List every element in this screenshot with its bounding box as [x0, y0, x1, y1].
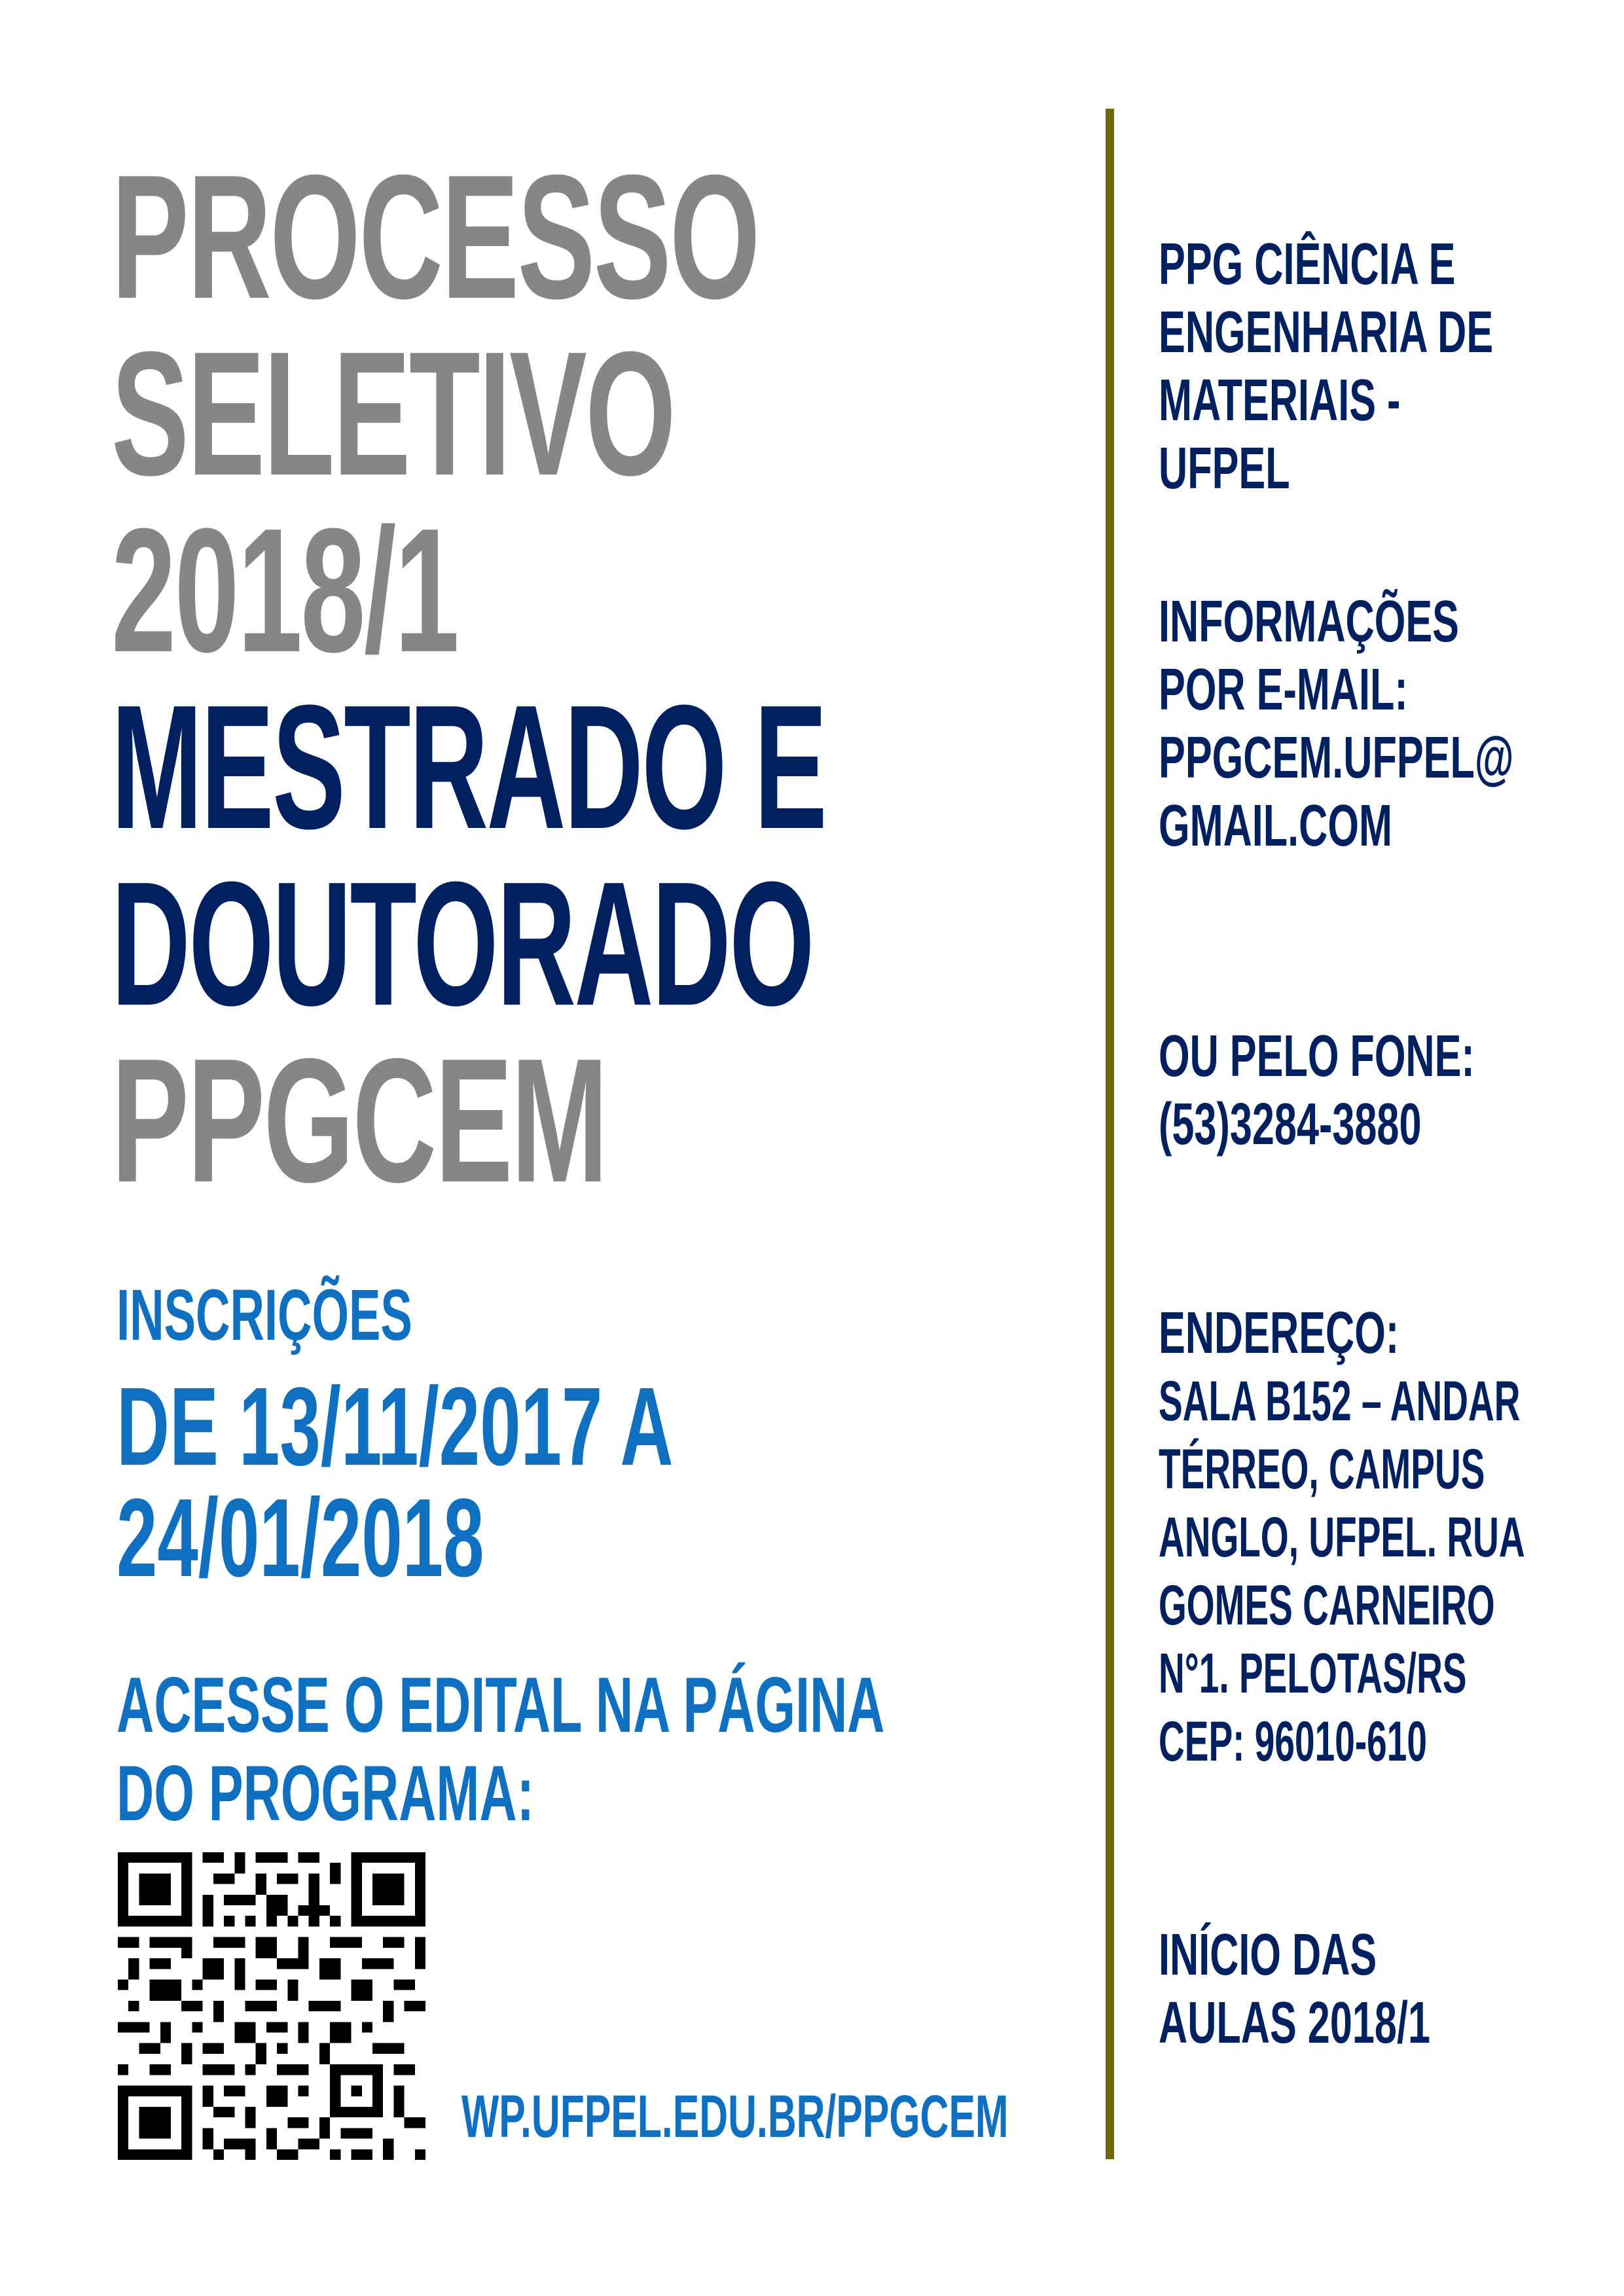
- title-line-6: [111, 1022, 861, 1219]
- sidebar-program-line: MATERIAIS -: [1159, 368, 1401, 433]
- inscricoes-label: INSCRIÇÕES: [117, 1275, 412, 1355]
- sidebar-address-line: ANGLO, UFPEL. RUA: [1159, 1506, 1525, 1569]
- qr-code-icon[interactable]: [118, 1852, 425, 2160]
- sidebar-address-line: CEP: 96010-610: [1159, 1710, 1428, 1773]
- title-line-2: [111, 315, 964, 512]
- program-url[interactable]: WP.UFPEL.EDU.BR/PPGCEM: [461, 2083, 1009, 2150]
- inscricoes-dates-2-wrap: [117, 1476, 674, 1600]
- title-doutorado: DOUTORADO: [111, 846, 813, 1043]
- sidebar-phone: [1159, 1022, 1623, 1158]
- edital-line2-wrap: [117, 1749, 749, 1837]
- edital-line1: ACESSE O EDITAL NA PÁGINA: [117, 1661, 885, 1749]
- sidebar-address-line: TÉRREO, CAMPUS: [1159, 1438, 1485, 1501]
- sidebar-address-line: GOMES CARNEIRO: [1159, 1574, 1495, 1637]
- sidebar-program-line: PPG CIÊNCIA E: [1159, 232, 1456, 297]
- sidebar-email-address[interactable]: PPGCEM.UFPEL@: [1159, 725, 1514, 791]
- title-line-1: [111, 139, 1092, 336]
- title-line-3: [111, 492, 636, 689]
- sidebar-classes-line: AULAS 2018/1: [1159, 1990, 1430, 2056]
- inscricoes-dates-line1: DE 13/11/2017 A: [117, 1365, 674, 1489]
- title-line-4: [111, 669, 1263, 866]
- sidebar-program-line: UFPEL: [1159, 436, 1290, 501]
- inscricoes-dates-1-wrap: [117, 1365, 960, 1489]
- title-mestrado: MESTRADO E: [111, 669, 826, 866]
- inscricoes-label-wrap: [117, 1275, 565, 1355]
- sidebar-program-line: ENGENHARIA DE: [1159, 300, 1494, 365]
- title-ppgcem: PPGCEM: [111, 1022, 607, 1219]
- sidebar-email-address[interactable]: GMAIL.COM: [1159, 793, 1392, 859]
- inscricoes-dates-line2: 24/01/2018: [117, 1476, 484, 1600]
- sidebar-program: [1159, 230, 1624, 503]
- sidebar-classes-line: INÍCIO DAS: [1159, 1922, 1377, 1988]
- sidebar-address-line: N°1. PELOTAS/RS: [1159, 1642, 1467, 1705]
- sidebar-email: [1159, 588, 1624, 860]
- sidebar-address-label: ENDEREÇO:: [1159, 1300, 1399, 1366]
- sidebar-phone-label: OU PELO FONE:: [1159, 1024, 1475, 1089]
- title-seletivo: SELETIVO: [111, 315, 675, 512]
- sidebar-phone-number[interactable]: (53)3284-3880: [1159, 1092, 1422, 1157]
- title-line-5: [111, 846, 1243, 1043]
- title-processo: PROCESSO: [111, 139, 759, 336]
- vertical-divider: [1106, 109, 1114, 2159]
- program-url-wrap: [461, 2083, 1290, 2150]
- sidebar-email-line: POR E-MAIL:: [1159, 657, 1408, 723]
- sidebar-address-line: SALA B152 – ANDAR: [1159, 1370, 1521, 1433]
- edital-line2: DO PROGRAMA:: [117, 1749, 534, 1837]
- sidebar-email-line: INFORMAÇÕES: [1159, 589, 1459, 655]
- sidebar-address: [1159, 1299, 1624, 1776]
- sidebar-classes: [1159, 1921, 1558, 2057]
- title-year: 2018/1: [111, 492, 458, 689]
